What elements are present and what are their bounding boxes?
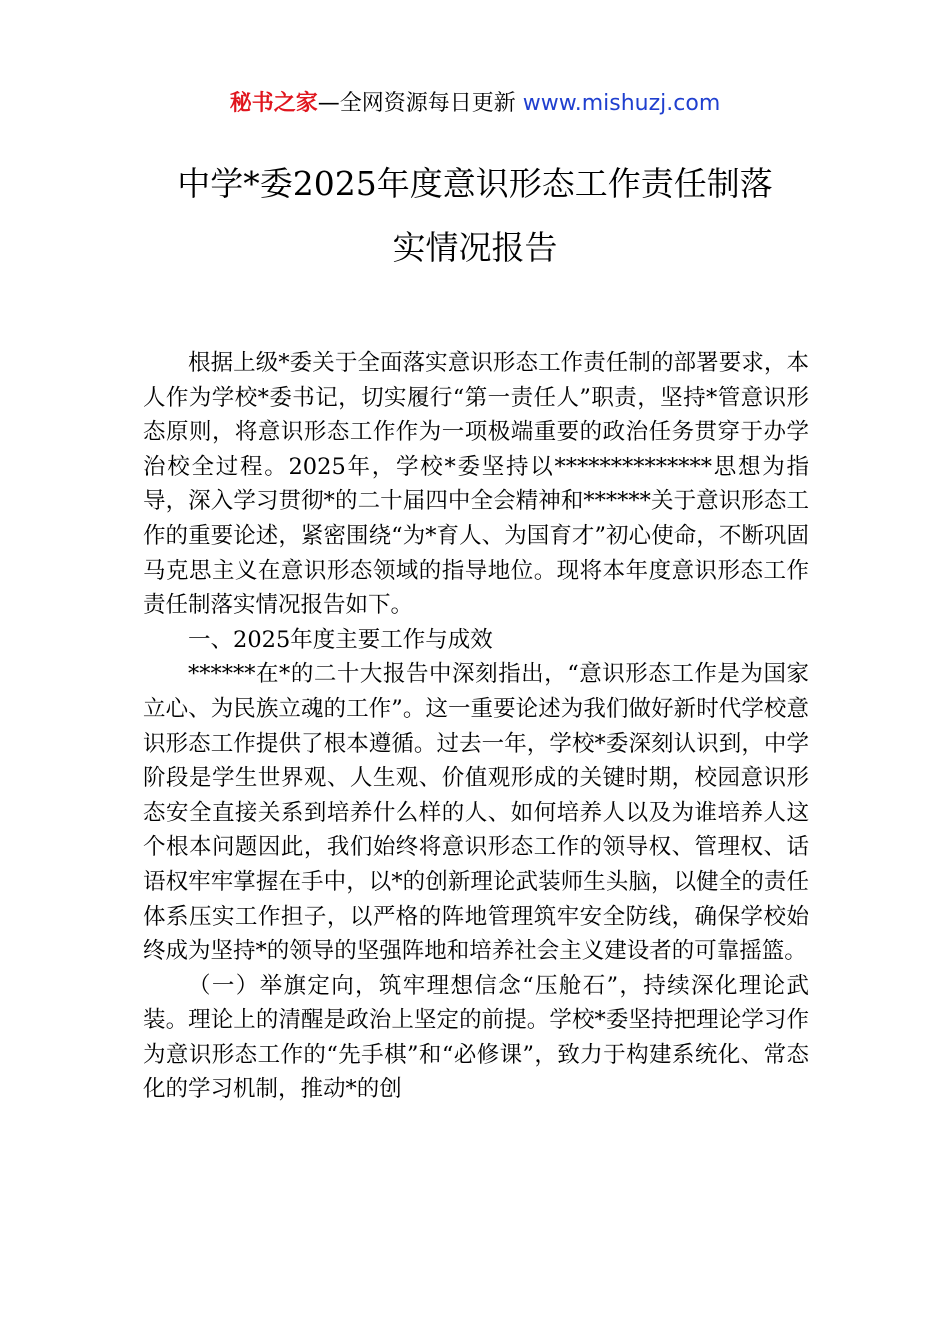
section-heading: 一、2025年度主要工作与成效 xyxy=(188,626,493,653)
title-line-1: 中学*委2025年度意识形态工作责任制落 xyxy=(177,164,773,203)
header-tagline: —全网资源每日更新 xyxy=(317,91,516,116)
site-header xyxy=(0,88,950,120)
document-title xyxy=(100,152,850,280)
document-body xyxy=(143,346,809,1107)
title-line-2: 实情况报告 xyxy=(392,228,558,267)
subsection-paragraph: （一）举旗定向，筑牢理想信念“压舱石”，持续深化理论武装。理论上的清醒是政治上坚定的前提。学校*委坚持把理论学习作为意识形态工作的“先手棋”和“必修课”，致力于构建系统化、常态化的学习机制，推动*的创 xyxy=(143,972,809,1103)
intro-paragraph: 根据上级*委关于全面落实意识形态工作责任制的部署要求，本人作为学校*委书记，切实履行“第一责任人”职责，坚持*管意识形态原则，将意识形态工作作为一项极端重要的政治任务贯穿于办学治校全过程。2025年，学校*委坚持以**************思想为指导，深入学习贯彻*的二十届四中全会精神和******关于意识形态工作的重要论述，紧密围绕“为*育人、为国育才”初心使命，不断巩固马克思主义在意识形态领域的指导地位。现将本年度意识形态工作责任制落实情况报告如下。 xyxy=(143,350,809,619)
body-paragraph: ******在*的二十大报告中深刻指出，“意识形态工作是为国家立心、为民族立魂的工作”。这一重要论述为我们做好新时代学校意识形态工作提供了根本遵循。过去一年，学校*委深刻认识到，中学阶段是学生世界观、人生观、价值观形成的关键时期，校园意识形态安全直接关系到培养什么样的人、如何培养人以及为谁培养人这个根本问题因此，我们始终将意识形态工作的领导权、管理权、话语权牢牢掌握在手中，以*的创新理论武装师生头脑，以健全的责任体系压实工作担子，以严格的阵地管理筑牢安全防线，确保学校始终成为坚持*的领导的坚强阵地和培养社会主义建设者的可靠摇篮。 xyxy=(143,661,809,965)
site-url-link[interactable]: www.mishuzj.com xyxy=(522,91,721,116)
brand-name: 秘书之家 xyxy=(229,91,318,116)
